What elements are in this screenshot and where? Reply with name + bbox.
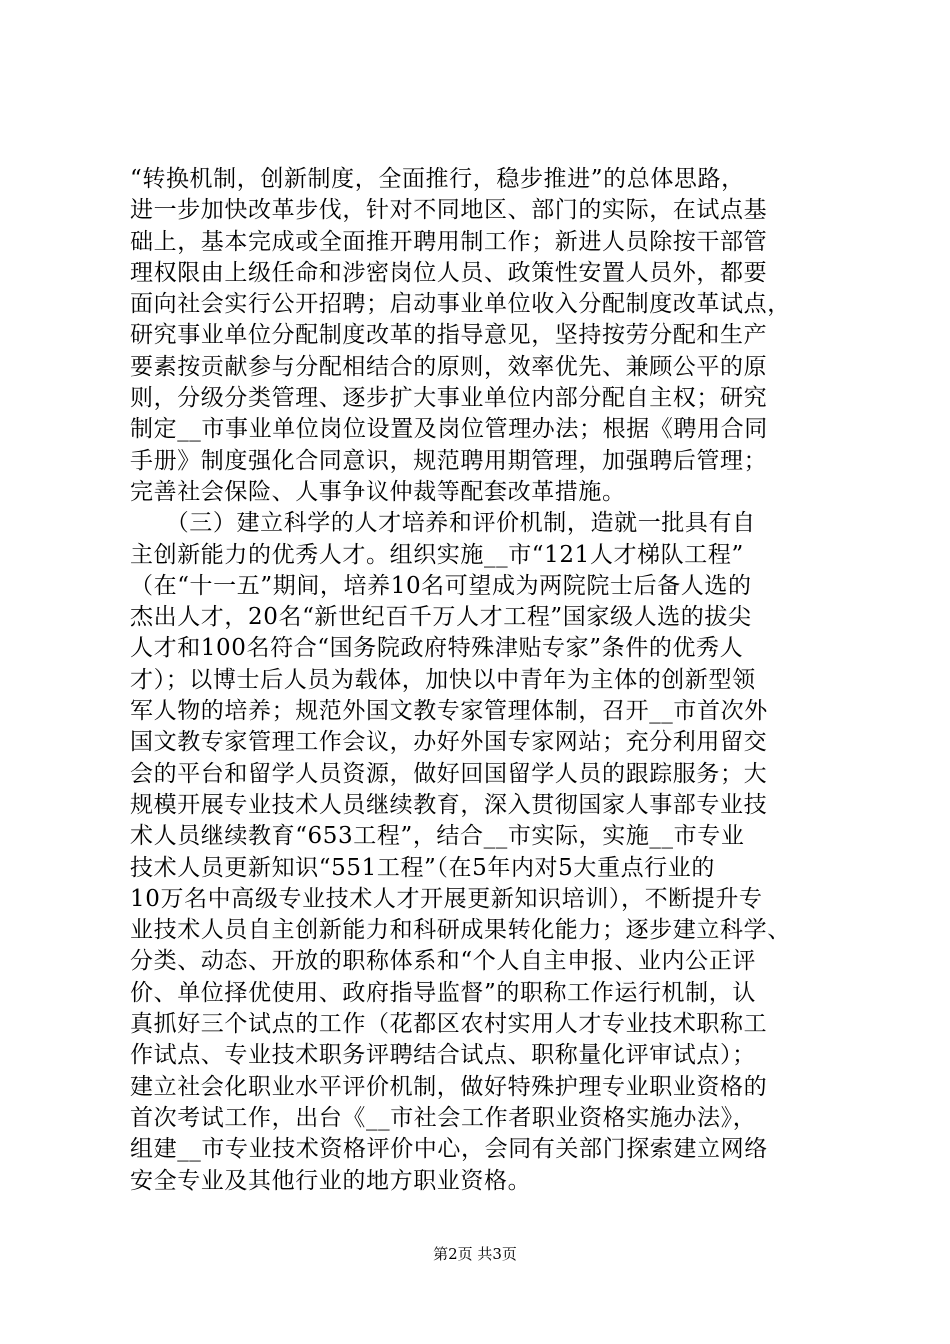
body-text (130, 164, 850, 1197)
text-line: 进一步加快改革步伐，针对不同地区、部门的实际，在试点基 (130, 197, 768, 224)
text-line: 手册》制度强化合同意识，规范聘用期管理，加强聘后管理； (130, 447, 768, 474)
text-line: 业技术人员自主创新能力和科研成果转化能力；逐步建立科学、 (130, 917, 791, 944)
text-line: 技术人员更新知识“551工程”（在5年内对5大重点行业的 (130, 854, 715, 881)
text-line: 建立社会化职业水平评价机制，做好特殊护理专业职业资格的 (130, 1073, 768, 1100)
text-line: 面向社会实行公开招聘；启动事业单位收入分配制度改革试点， (130, 291, 791, 318)
text-line: 真抓好三个试点的工作（花都区农村实用人才专业技术职称工 (130, 1011, 768, 1038)
text-line: 才）；以博士后人员为载体，加快以中青年为主体的创新型领 (130, 666, 756, 693)
text-line: 安全专业及其他行业的地方职业资格。 (130, 1167, 532, 1194)
text-line: 会的平台和留学人员资源，做好回国留学人员的跟踪服务；大 (130, 760, 768, 787)
page-number-footer: 第2页 共3页 (433, 1245, 517, 1263)
text-line: 作试点、专业技术职务评聘结合试点、职称量化评审试点）； (130, 1042, 756, 1069)
text-line: 首次考试工作，出台《__市社会工作者职业资格实施办法》， (130, 1104, 757, 1131)
text-line: 础上，基本完成或全面推开聘用制工作；新进人员除按干部管 (130, 228, 768, 255)
text-line: 价、单位择优使用、政府指导监督”的职称工作运行机制，认 (130, 979, 756, 1006)
text-line: 规模开展专业技术人员继续教育，深入贯彻国家人事部专业技 (130, 791, 768, 818)
text-line: 军人物的培养；规范外国文教专家管理体制，召开__市首次外 (130, 698, 768, 725)
text-line: 理权限由上级任命和涉密岗位人员、政策性安置人员外，都要 (130, 259, 768, 286)
text-line: 制定__市事业单位岗位设置及岗位管理办法；根据《聘用合同 (130, 416, 768, 443)
text-line: 国文教专家管理工作会议，办好外国专家网站；充分利用留交 (130, 729, 768, 756)
text-line: 要素按贡献参与分配相结合的原则，效率优先、兼顾公平的原 (130, 353, 768, 380)
text-line: 主创新能力的优秀人才。组织实施__市“121人才梯队工程” (130, 541, 744, 568)
text-line: 组建__市专业技术资格评价中心，会同有关部门探索建立网络 (130, 1136, 768, 1163)
text-line: 术人员继续教育“653工程”，结合__市实际，实施__市专业 (130, 823, 745, 850)
text-line: “转换机制，创新制度，全面推行，稳步推进”的总体思路， (130, 166, 745, 192)
text-line: 研究事业单位分配制度改革的指导意见，坚持按劳分配和生产 (130, 322, 768, 349)
text-line: （三）建立科学的人才培养和评价机制，造就一批具有自 (130, 510, 756, 537)
text-line: 分类、动态、开放的职称体系和“个人自主申报、业内公正评 (130, 948, 756, 975)
text-line: 则，分级分类管理、逐步扩大事业单位内部分配自主权；研究 (130, 385, 768, 412)
text-line: （在“十一五”期间，培养10名可望成为两院院士后备人选的 (130, 572, 752, 599)
text-line: 10万名中高级专业技术人才开展更新知识培训），不断提升专 (130, 885, 763, 912)
text-line: 杰出人才，20名“新世纪百千万人才工程”国家级人选的拔尖 (130, 604, 752, 631)
text-line: 人才和100名符合“国务院政府特殊津贴专家”条件的优秀人 (130, 635, 744, 662)
text-line: 完善社会保险、人事争议仲裁等配套改革措施。 (130, 478, 626, 505)
